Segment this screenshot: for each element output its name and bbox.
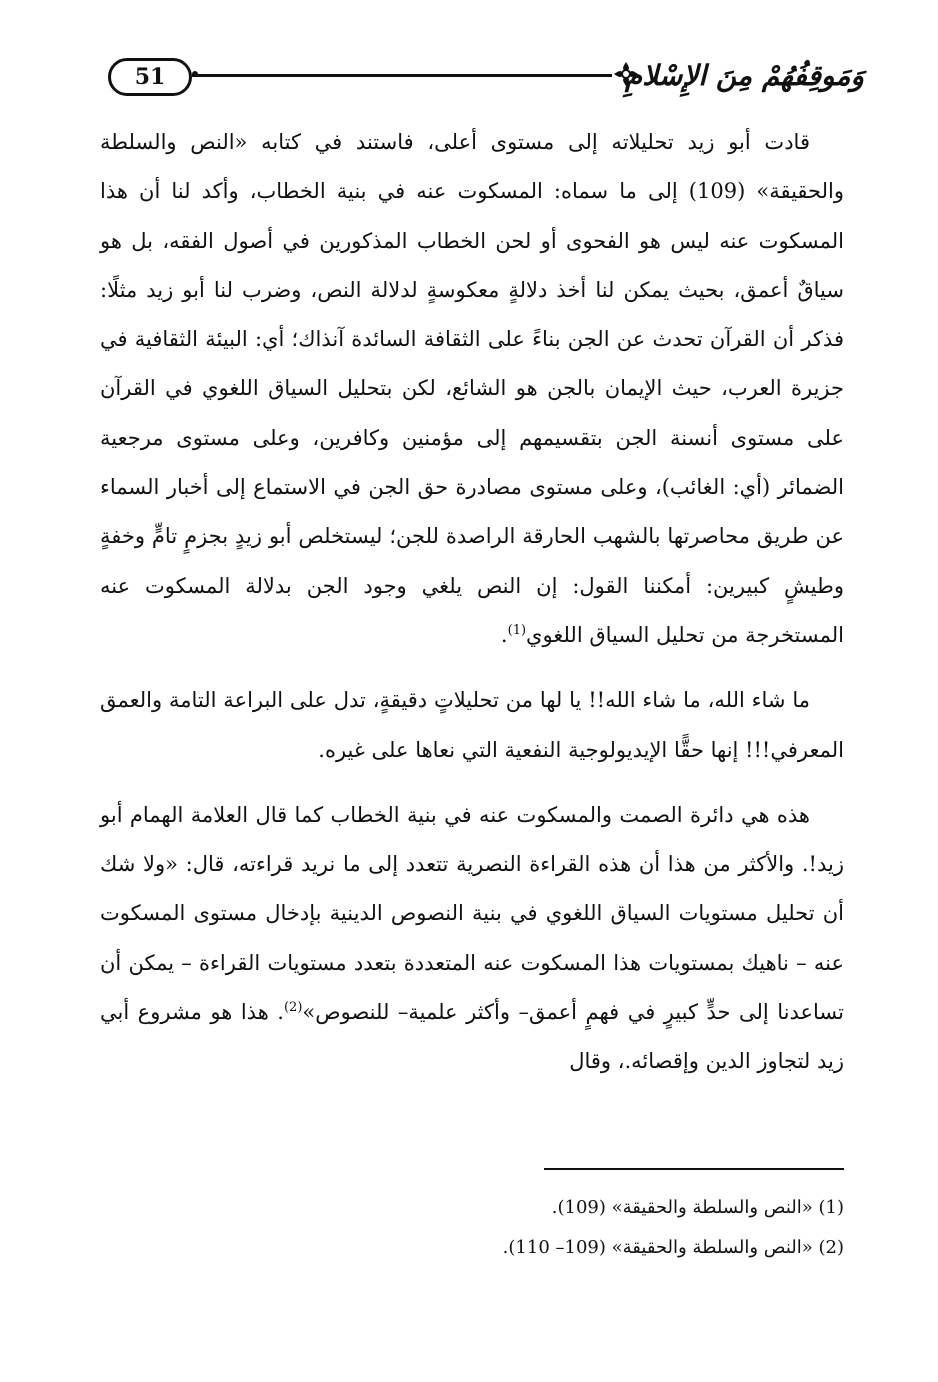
footnotes: [100, 1188, 844, 1268]
paragraph-text: هذه هي دائرة الصمت والمسكوت عنه في بنية الخطاب كما قال العلامة الهمام أبو زيد!. والأكثر من هذا أن هذه القراءة النصرية تتعدد إلى ما نريد قراءته، قال: «ولا شك أن تحليل مستويات السياق اللغوي في بنية النصوص الدينية بإدخال مستوى المسكوت عنه – ناهيك بمستويات هذا المسكوت عنه المتعددة بتعدد مستويات القراءة – يمكن أن تساعدنا إلى حدٍّ كبيرٍ في فهمٍ أعمق– وأكثر علمية– للنصوص»: [100, 802, 844, 1025]
paragraph: [100, 791, 844, 1087]
page-number-badge: [108, 58, 192, 96]
footnote-marker: (1): [507, 622, 527, 638]
paragraph: [100, 676, 844, 775]
paragraph-text: ما شاء الله، ما شاء الله!! يا لها من تحليلاتٍ دقيقةٍ، تدل على البراعة التامة والعمق المعرفي!!! إنها حقًّا الإيديولوجية النفعية التي نعاها على غيره.: [100, 688, 844, 762]
running-title: وَمَوقِفُهُمْ مِنَ الإِسْلامِ: [624, 59, 864, 92]
paragraph: [100, 118, 844, 660]
footnote-marker: (2): [283, 1000, 303, 1016]
footnote-separator: [544, 1168, 844, 1170]
page-number: 51: [134, 64, 166, 90]
paragraph-end: .: [500, 622, 508, 647]
page-header: [100, 54, 864, 104]
paragraph-text: قادت أبو زيد تحليلاته إلى مستوى أعلى، فاستند في كتابه «النص والسلطة والحقيقة» (109) إلى ما سماه: المسكوت عنه في بنية الخطاب، وأكد لنا أن هذا المسكوت عنه ليس هو الفحوى أو لحن الخطاب المذكورين في أصول الفقه، بل هو سياقٌ أعمق، بحيث يمكن لنا أخذ دلالةٍ معكوسةٍ لدلالة النص، وضرب لنا أبو زيد مثلًا: فذكر أن القرآن تحدث عن الجن بناءً على الثقافة السائدة آنذاك؛ أي: البيئة الثقافية في جزيرة العرب، حيث الإيمان بالجن هو الشائع، لكن بتحليل السياق اللغوي في القرآن على مستوى أنسنة الجن بتقسيمهم إلى مؤمنين وكافرين، وعلى مستوى مرجعية الضمائر (أي: الغائب)، وعلى مستوى مصادرة حق الجن في الاستماع إلى أخبار السماء عن طريق محاصرتها بالشهب الحارقة الراصدة للجن؛ ليستخلص أبو زيدٍ بجزمٍ تامٍّ وخفةٍ وطيشٍ كبيرين: أمكننا القول: إن النص يلغي وجود الجن بدلالة المسكوت عنه المستخرجة من تحليل السياق اللغوي: [100, 130, 844, 647]
header-rule: [192, 74, 612, 77]
footnote: (1) «النص والسلطة والحقيقة» (109).: [551, 1197, 844, 1218]
paragraph-end: . هذا هو مشروع أبي زيد لتجاوز الدين وإقصائه.، وقال: [100, 1000, 844, 1074]
main-text: [100, 118, 844, 1087]
footnote: (2) «النص والسلطة والحقيقة» (109– 110).: [502, 1237, 844, 1258]
